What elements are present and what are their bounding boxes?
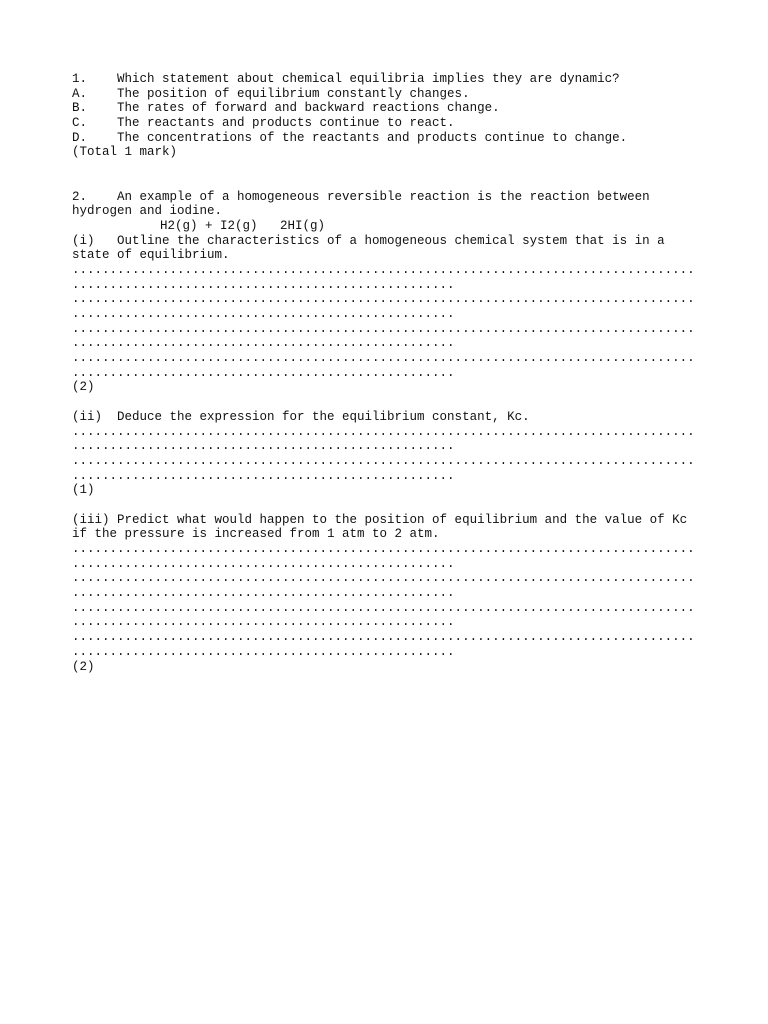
answer-line: ................................................... — [72, 586, 455, 601]
reaction-equation: H2(g) + I2(g) 2HI(g) — [160, 218, 326, 233]
spacer — [72, 498, 702, 513]
answer-line: ................................................... — [72, 277, 455, 292]
answer-line: ................................................................................... — [72, 351, 695, 366]
worksheet-page — [72, 72, 702, 674]
answer-line: ................................................... — [72, 644, 455, 659]
answer-line: ................................................... — [72, 336, 455, 351]
answer-line: ................................................................................... — [72, 262, 695, 277]
answer-line: ................................................................................... — [72, 600, 695, 615]
option-c: C. The reactants and products continue to react. — [72, 116, 455, 131]
question-1-stem: 1. Which statement about chemical equilibria implies they are dynamic? — [72, 72, 620, 86]
part-iii-mark: (2) — [72, 659, 95, 674]
answer-line: ................................................... — [72, 307, 455, 322]
part-i — [72, 234, 702, 396]
answer-line: ................................................................................... — [72, 542, 695, 557]
question-1-mark: (Total 1 mark) — [72, 145, 178, 160]
answer-line: ................................................................................... — [72, 292, 695, 307]
answer-line: ................................................... — [72, 365, 455, 380]
answer-line: ................................................... — [72, 439, 455, 454]
answer-line: ................................................... — [72, 468, 455, 483]
answer-line: ................................................... — [72, 615, 455, 630]
part-ii-mark: (1) — [72, 483, 95, 498]
part-iii-prompt-line-2: if the pressure is increased from 1 atm to 2 atm. — [72, 527, 440, 542]
option-a: A. The position of equilibrium constantly changes. — [72, 86, 470, 101]
question-2-intro-line-1: 2. An example of a homogeneous reversible reaction is the reaction between — [72, 189, 650, 204]
question-1 — [72, 72, 702, 160]
part-iii — [72, 513, 702, 675]
answer-line: ................................................................................... — [72, 453, 695, 468]
answer-line: ................................................... — [72, 556, 455, 571]
question-2 — [72, 190, 702, 675]
part-i-mark: (2) — [72, 380, 95, 395]
part-ii-prompt: (ii) Deduce the expression for the equilibrium constant, Kc. — [72, 409, 530, 424]
spacer — [72, 395, 702, 410]
spacer — [72, 160, 702, 189]
part-i-prompt-line-1: (i) Outline the characteristics of a homogeneous chemical system that is in a — [72, 233, 665, 248]
part-i-prompt-line-2: state of equilibrium. — [72, 248, 230, 263]
answer-line: ................................................................................... — [72, 630, 695, 645]
question-2-intro-line-2: hydrogen and iodine. — [72, 204, 223, 219]
option-b: B. The rates of forward and backward reactions change. — [72, 101, 500, 116]
option-d: D. The concentrations of the reactants and products continue to change. — [72, 130, 628, 145]
part-ii — [72, 410, 702, 498]
part-iii-prompt-line-1: (iii) Predict what would happen to the position of equilibrium and the value of Kc — [72, 512, 688, 527]
answer-line: ................................................................................... — [72, 571, 695, 586]
answer-line: ................................................................................... — [72, 321, 695, 336]
answer-line: ................................................................................... — [72, 424, 695, 439]
